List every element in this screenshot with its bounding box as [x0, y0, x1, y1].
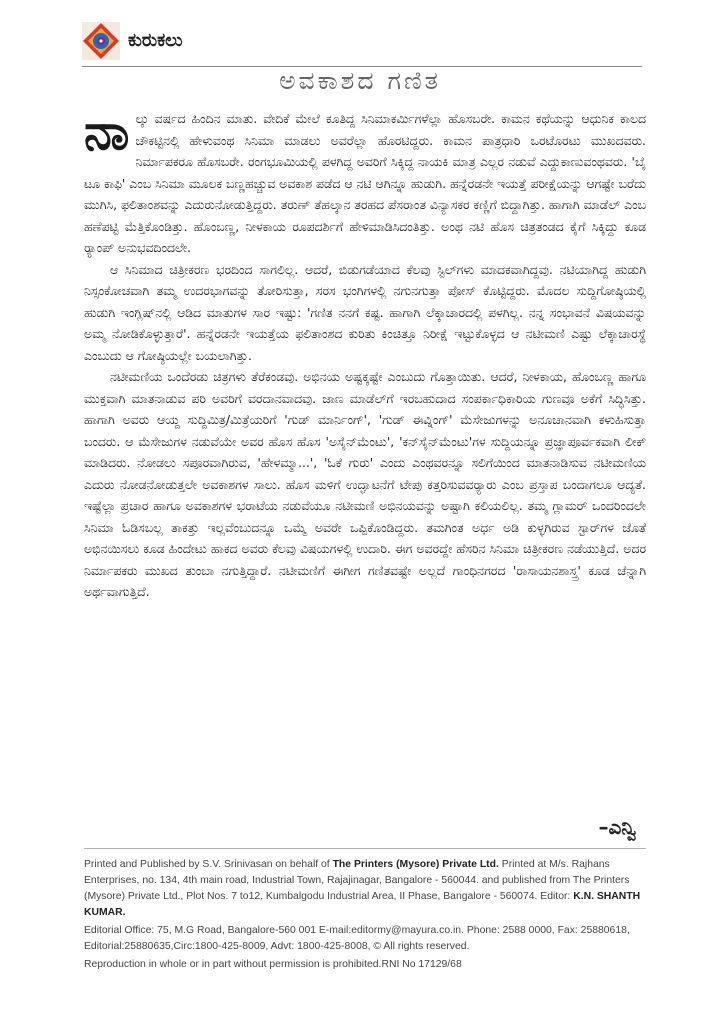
drop-cap: ನಾ [84, 108, 130, 161]
article-paragraph-3: ನಟೀಮಣಿಯ ಒಂದೆರಡು ಚಿತ್ರಗಳು ತೆರೆಕಂಡವು. ಅಭಿನಯ ಅಷ್ಟಕ್ಕಷ್ಟೇ ಎಂಬುದು ಗೊತ್ತಾಯಿತು. ಆದರೆ, ನೀಳಕಾಯ, ಹೊಂಬಣ್ಣ ಹಾಗೂ ಮುಕ್ತವಾಗಿ ಮಾತನಾಡುವ ಪರಿ ಅವರಿಗೆ ವರದಾನವಾದವು. ಜಾಣ ಮಾಡೆಲ್‌ಗೆ ಇರಬಹುದಾದ ಸಂಪರ್ಕಾಧಿಕಾರಿಯ ಗುಣವೂ ಅಕೆಗೆ ಸಿದ್ಧಿಸಿತ್ತು. ಹಾಗಾಗಿ ಅವರು ಆಯ್ದ ಸುದ್ದಿಮಿತ್ರ/ಮಿತ್ರೆಯರಿಗೆ 'ಗುಡ್ ಮಾರ್ನಿಂಗ್', 'ಗುಡ್ ಈವ್ನಿಂಗ್' ಮೆಸೇಜುಗಳನ್ನು ಅನೂಚಾನವಾಗಿ ಕಳುಹಿಸುತ್ತಾ ಬಂದರು. ಆ ಮೆಸೇಜುಗಳ ನಡುವೆಯೇ ಅವರ ಹೊಸ ಹೊಸ 'ಅಸೈನ್‌ಮೆಂಟು', 'ಕನ್‌ಸೈನ್‌ಮೆಂಟು'ಗಳ ಸುದ್ದಿಯನ್ನೂ ಪ್ರಜ್ಞಾಪೂರ್ವಕವಾಗಿ ಲೀಕ್ ಮಾಡಿದರು. ನೋಡಲು ಸಪೂರವಾಗಿರುವ, 'ಹೇಳಮ್ಮಾ...', 'ಓಕೆ ಗುರು' ಎಂದು ಎಂಥವರನ್ನೂ ಸಲಿಗೆಯಿಂದ ಮಾತನಾಡಿಸುವ ನಟೀಮಣಿಯ ಎದುರು ನೋಡನೋಡುತ್ತಲೇ ಅವಕಾಶಗಳ ಸಾಲು. ಹೊಸ ಮಳಿಗೆ ಉದ್ಘಾಟನೆಗೆ ಟೇಪು ಕತ್ತರಿಸುವವರ್‍ಯಾರು ಎಂಬ ಪ್ರಸ್ತಾಪ ಬಂದಾಗಲೂ ಆದ್ಯತೆ. ಇಷ್ಟೆಲ್ಲಾ ಪ್ರಚಾರ ಹಾಗೂ ಅವಕಾಶಗಳ ಭರಾಟೆಯ ನಡುವೆಯೂ ನಟೀಮಣಿ ಅಭಿನಯವನ್ನು ಅಷ್ಟಾಗಿ ಕಲಿಯಲಿಲ್ಲ. ತಮ್ಮ ಗ್ಲಾಮರ್ ಒಂದರಿಂದಲೇ ಸಿನಿಮಾ ಓಡಿಸಬಲ್ಲ ತಾಕತ್ತು ಇಲ್ಲವೆಂಬುದನ್ನೂ ಒಮ್ಮೆ ಅವರೇ ಒಪ್ಪಿಕೊಂಡಿದ್ದರು. ತಮಗಿಂತ ಅರ್ಧ ಅಡಿ ಕುಳ್ಳಗಿರುವ ಸ್ಟಾರ್‌ಗಳ ಜೊತೆ ಅಭಿನಯಿಸಲು ಕೂಡ ಹಿಂದೇಟು ಹಾಕದ ಅವರು ಕೆಲವು ವಿಷಯಗಳಲ್ಲಿ ಉದಾರಿ. ಈಗ ಅವರದ್ದೇ ಹೆಸರಿನ ಸಿನಿಮಾ ಚಿತ್ರೀಕರಣ ನಡೆಯುತ್ತಿದೆ. ಅದರ ನಿರ್ಮಾಪಕರು ಮುಖದ ತುಂಬಾ ನಗುತ್ತಿದ್ದಾರೆ. ನಟೀಮಣಿಗೆ ಈಗೀಗ ಗಣಿತವಷ್ಟೇ ಅಲ್ಲದೆ ಗಾಂಧಿನಗರದ 'ರಾಸಾಯನಶಾಸ್ತ್ರ' ಕೂಡ ಚೆನ್ನಾಗಿ ಅರ್ಥವಾಗುತ್ತಿದೆ. [84, 369, 646, 599]
article-body [84, 108, 646, 820]
magazine-logo-icon [82, 22, 120, 60]
paragraph-text: ಲ್ಕು ವರ್ಷದ ಹಿಂದಿನ ಮಾತು. ವೇದಿಕೆ ಮೇಲೆ ಕೂತಿದ್ದ ಸಿನಿಮಾಕರ್ಮಿಗಳೆಲ್ಲಾ ಹೊಸಬರೇ. ಕಾಮನ ಕಥೆಯನ್ನು ಆಧುನಿಕ ಕಾಲದ ಚೌಕಟ್ಟಿನಲ್ಲಿ ಹೇಳುವಂಥ ಸಿನಿಮಾ ಮಾಡಲು ಅವರೆಲ್ಲಾ ಹೊರಟಿದ್ದರು. ಕಾಮನ ಪಾತ್ರಧಾರಿ ಒರಟೊರಟು ಮುಖದವರು. ನಿರ್ಮಾಪಕರೂ ಹೊಸಬರೇ. ರಂಗಭೂಮಿಯಲ್ಲಿ ಪಳಗಿದ್ದ ಅವರಿಗೆ ಸಿಕ್ಕಿದ್ದ ನಾಯಕಿ ಮಾತ್ರ ಎಲ್ಲರ ನಡುವೆ ಎದ್ದುಕಾಣುವಂಥವರು. 'ಬೈ ಟೂ ಕಾಫಿ' ಎಂಬ ಸಿನಿಮಾ ಮೂಲಕ ಬಣ್ಣಹಚ್ಚುವ ಅವಕಾಶ ಪಡೆದ ಆ ನಟಿ ಆಗಿನ್ನೂ ಹುಡುಗಿ. ಹನ್ನೆರಡನೇ ಇಯತ್ತೆ ಪರೀಕ್ಷೆಯನ್ನು ಆಗಷ್ಟೇ ಬರೆದು ಮುಗಿಸಿ, ಫಲಿತಾಂಶವನ್ನು ಎದುರುನೋಡುತ್ತಿದ್ದರು. ತರುಣ್ ತೆಹಲ್ಕಾನ ತರಹದ ಪೆಸರಾಂತ ವಿನ್ಯಾಸಕರ ಕಣ್ಣಿಗೆ ಬಿದ್ದಾಗಿತ್ತು. ಹಾಗಾಗಿ ಮಾಡೆಲ್ ಎಂಬ ಹಣೆಪಟ್ಟಿ ಮೆತ್ತಿಕೊಂಡಿತ್ತು. ಹೊಂಬಣ್ಣ, ನೀಳಕಾಯ ರೂಪದರ್ಶಿಗೆ ಹೇಳಿಮಾಡಿಸಿದಂತಿತ್ತು. ಅಂಥ ನಟಿ ಹೊಸ ಚಿತ್ರತಂಡದ ಕೈಗೆ ಸಿಕ್ಕಿದ್ದು ಕೂಡ ರ್‍ಯಾಂಪ್ ಅನುಭವದಿಂದಲೇ. [84, 111, 646, 255]
article-title: ಅವಕಾಶದ ಗಣಿತ [279, 66, 441, 95]
imprint-publisher: Printed and Published by S.V. Srinivasan on behalf of The Printers (Mysore) Private Ltd. Printed at M/s. Rajhans Enterprises, no. 134, 4th main road, Industrial Town, Rajajinagar, Bangalore - 560044. and published from The Printers (Mysore) Private Ltd., Plot Nos. 7 to12, Kumbalgodu Industrial Area, II Phase, Bangalore - 560074. Editor: K.N. SHANTH KUMAR. [84, 859, 641, 918]
author-signature: –ಎನ್ವಿ [598, 815, 636, 839]
imprint-contact: Editorial Office: 75, M.G Road, Bangalore-560 001 E-mail:editormy@mayura.co.in. Phone: 2588 0000, Fax: 25880618, Editorial:25880635,Circ:1800-425-8009, Advt: 1800-425-8008, © All rights reserved. [84, 925, 630, 952]
imprint-rights: Reproduction in whole or in part without permission is prohibited.RNI No 17129/68 [84, 959, 462, 970]
section-name: ಕುರುಕಲು [128, 30, 183, 51]
imprint-footer [84, 848, 646, 975]
page-header [82, 18, 642, 67]
article-paragraph-2: ಆ ಸಿನಿಮಾದ ಚಿತ್ರೀಕರಣ ಭರದಿಂದ ಸಾಗಲಿಲ್ಲ. ಆದರೆ, ಬಿಡುಗಡೆಯಾದ ಕೆಲವು ಸ್ಟಿಲ್‌ಗಳು ಮಾದಕವಾಗಿದ್ದವು. ನಟಿಯಾಗಿದ್ದ ಹುಡುಗಿ ನಿಸ್ಸಂಕೋಚವಾಗಿ ತಮ್ಮ ಉದರಭಾಗವನ್ನು ತೋರಿಸುತ್ತಾ, ಸರಸ ಭಂಗಿಗಳಲ್ಲಿ ನಗುನಗುತ್ತಾ ಪೋಸ್ ಕೊಟ್ಟಿದ್ದರು. ಮೊದಲ ಸುದ್ದಿಗೋಷ್ಠಿಯಲ್ಲಿ ಹುಡುಗಿ ಇಂಗ್ಲಿಷ್‌ನಲ್ಲಿ ಆಡಿದ ಮಾತುಗಳ ಸಾರ ಇಷ್ಟು: 'ಗಣಿತ ನನಗೆ ಕಷ್ಟ. ಹಾಗಾಗಿ ಲೆಕ್ಕಾಚಾರದಲ್ಲಿ ಪಳಗಿಲ್ಲ. ನನ್ನ ಸಂಭಾವನೆ ವಿಷಯವನ್ನು ಅಮ್ಮ ನೋಡಿಕೊಳ್ಳುತ್ತಾರೆ'. ಹನ್ನೆರಡನೇ ಇಯತ್ತೆಯ ಫಲಿತಾಂಶದ ಕುರಿತು ಕಿಂಚಿತ್ತೂ ನಿರೀಕ್ಷೆ ಇಟ್ಟುಕೊಳ್ಳದ ಆ ನಟೀಮಣಿ ಎಷ್ಟು ಲೆಕ್ಕಾಚಾರಸ್ಥೆ ಎಂಬುದು ಆ ಗೋಷ್ಠಿಯಲ್ಲೇ ಬಯಲಾಗಿತ್ತು. [84, 261, 646, 363]
article-paragraph-1 [84, 108, 646, 259]
